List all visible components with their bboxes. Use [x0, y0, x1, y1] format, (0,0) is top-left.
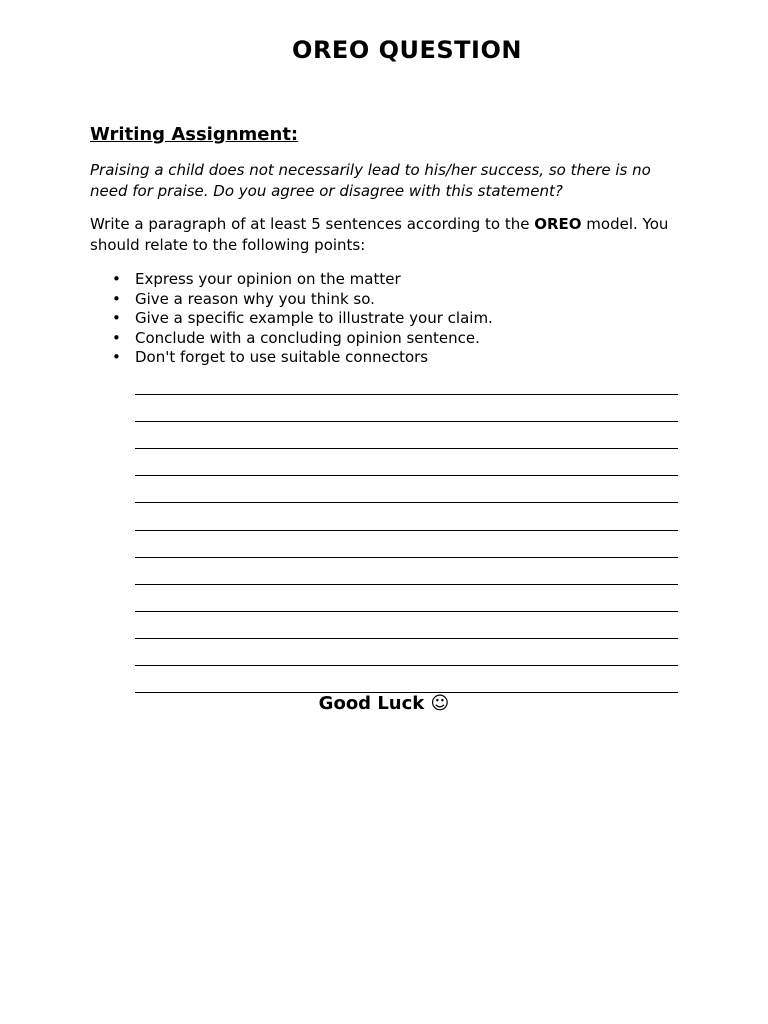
bullet-icon: •: [112, 270, 121, 288]
answer-line: [135, 666, 678, 693]
answer-line: [135, 639, 678, 666]
assignment-instructions: [90, 214, 690, 256]
bullet-icon: •: [112, 309, 121, 327]
answer-line: [135, 558, 678, 585]
answer-lines: [135, 368, 678, 693]
answer-line: [135, 503, 678, 530]
answer-line: [135, 612, 678, 639]
point-text: Give a specific example to illustrate your claim.: [135, 309, 493, 327]
answer-line: [135, 531, 678, 558]
section-heading: Writing Assignment:: [90, 124, 299, 145]
point-text: Conclude with a concluding opinion sentence.: [135, 328, 480, 347]
bullet-icon: •: [112, 289, 121, 308]
answer-line: [135, 449, 678, 476]
answer-line: [135, 476, 678, 503]
list-item: [90, 309, 690, 329]
answer-line: [135, 422, 678, 449]
instructions-model-name: OREO: [534, 215, 582, 233]
point-text: Don't forget to use suitable connectors: [135, 348, 429, 366]
answer-line: [135, 368, 678, 395]
closing-message: [0, 693, 768, 714]
points-list: [90, 270, 690, 368]
assignment-prompt: Praising a child does not necessarily lead to his/her success, so there is no need for praise. Do you agree or disagree with this statement?: [90, 161, 651, 200]
list-item: [90, 329, 690, 349]
list-item: [90, 348, 690, 368]
list-item: [90, 290, 690, 310]
answer-line: [135, 585, 678, 612]
point-text: Give a reason why you think so.: [135, 289, 375, 308]
point-text: Express your opinion on the matter: [135, 270, 401, 288]
instructions-text-before: Write a paragraph of at least 5 sentences according to the: [90, 215, 535, 233]
instructions-text-after: model. You should relate to the following points:: [90, 215, 669, 254]
smiley-face-icon: ☺: [430, 693, 450, 714]
bullet-icon: •: [112, 348, 121, 366]
page-title: OREO QUESTION: [292, 36, 522, 64]
list-item: [90, 270, 690, 290]
answer-line: [135, 395, 678, 422]
bullet-icon: •: [112, 328, 121, 347]
closing-text: Good Luck: [318, 693, 425, 714]
